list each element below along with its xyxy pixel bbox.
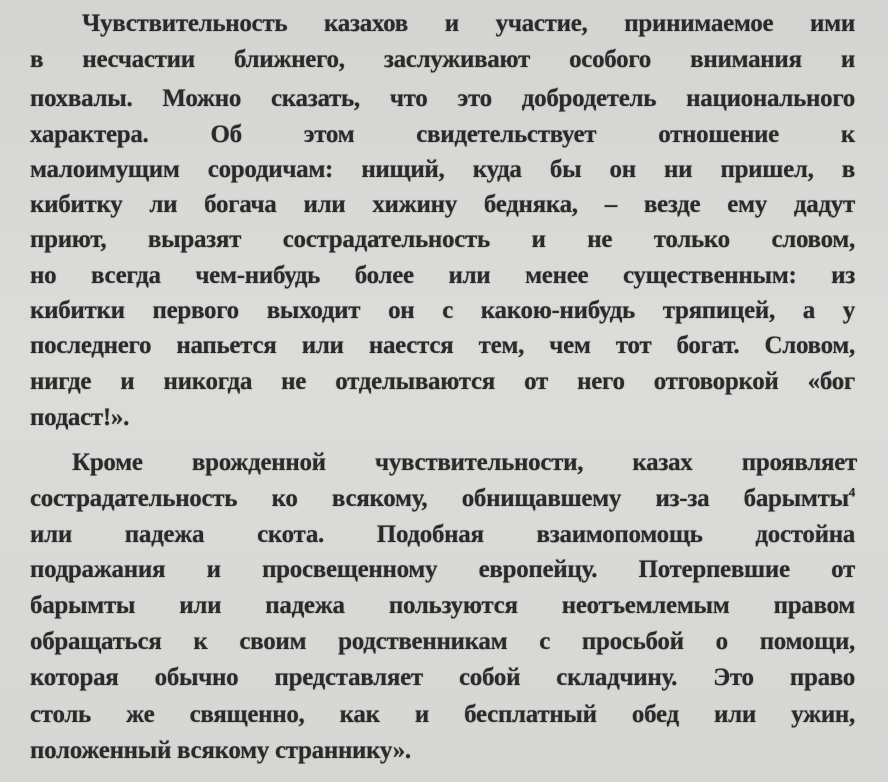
paragraph-2-line-3: или падежа скота. Подобная взаимопомощь достойна — [30, 521, 855, 548]
paragraph-1-line-10: последнего напьется или наестся тем, чем тот богат. Словом, — [30, 332, 855, 359]
paragraph-1-line-5: малоимущим сородичам: нищий, куда бы он ни пришел, в — [30, 156, 855, 183]
paragraph-2-line-4: подражания и просвещенному европейцу. Потерпевшие от — [30, 556, 855, 583]
paragraph-2-line-2-text: сострадательность ко всякому, обнищавшему из-за барымты — [30, 485, 849, 512]
paragraph-2-line-9: положенный всякому страннику». — [30, 737, 411, 764]
paragraph-1-line-12: подаст!». — [30, 404, 130, 431]
paragraph-1-line-9: кибитки первого выходит он с какою-нибудь тряпицей, а у — [30, 297, 855, 324]
paragraph-2-line-2 — [30, 481, 855, 517]
paragraph-1-line-1: Чувствительность казахов и участие, принимаемое ими — [82, 10, 855, 37]
paragraph-2-line-1: Кроме врожденной чувствительности, казах проявляет — [72, 449, 857, 476]
paragraph-1-line-6: кибитку ли богача или хижину бедняка, – везде ему дадут — [30, 191, 855, 218]
paragraph-1-line-2: в несчастии ближнего, заслуживают особого внимания и — [30, 46, 855, 73]
paragraph-2-line-5: барымты или падежа пользуются неотъемлемым правом — [30, 592, 855, 619]
paragraph-1-line-8: но всегда чем-нибудь более или менее существенным: из — [30, 262, 855, 289]
paragraph-1-line-11: нигде и никогда не отделываются от него отговоркой «бог — [30, 368, 855, 395]
paragraph-2-line-8: столь же священно, как и бесплатный обед или ужин, — [30, 701, 855, 728]
paragraph-1-line-7: приют, выразят сострадательность и не только словом, — [30, 226, 855, 253]
paragraph-2-line-6: обращаться к своим родственникам с просьбой о помощи, — [30, 628, 855, 655]
footnote-marker: 4 — [848, 484, 855, 500]
paragraph-1-line-3: похвалы. Можно сказать, что это добродетель национального — [30, 85, 855, 112]
paragraph-2-line-7: которая обычно представляет собой складчину. Это право — [30, 664, 855, 691]
paragraph-1-line-4: характера. Об этом свидетельствует отношение к — [30, 121, 855, 148]
